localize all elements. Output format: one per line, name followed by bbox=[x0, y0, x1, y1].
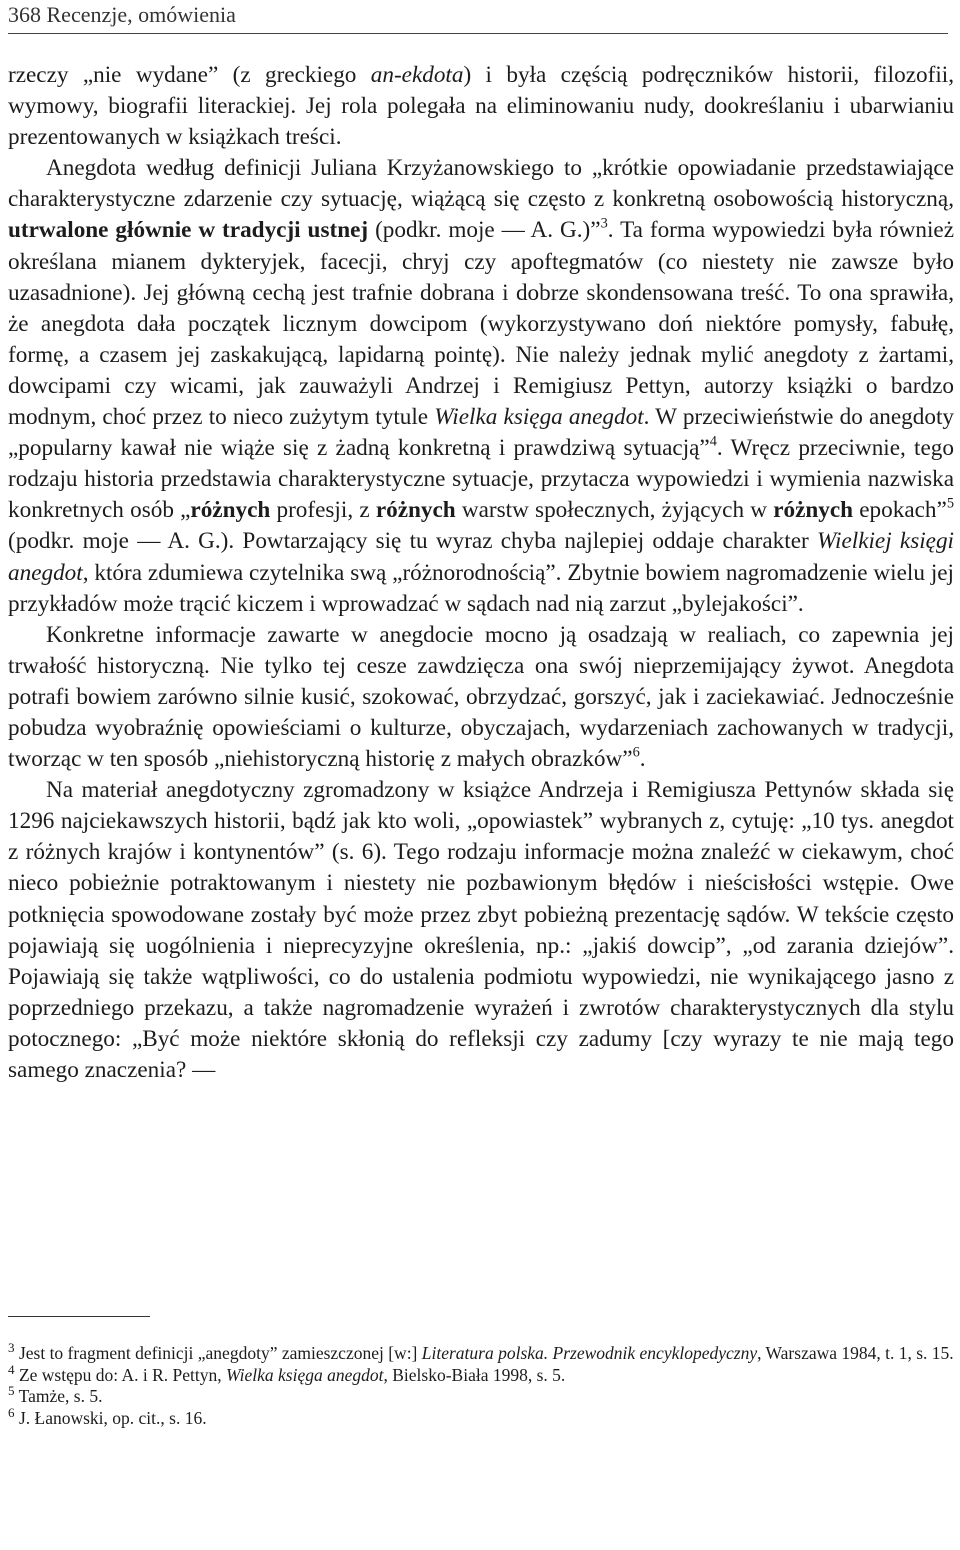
main-text bbox=[8, 60, 954, 1086]
text-run: (podkr. moje — A. G.)” bbox=[368, 217, 601, 244]
header-divider bbox=[8, 33, 948, 34]
paragraph-1 bbox=[8, 60, 954, 153]
text-run: , Warszawa 1984, t. 1, s. 15. bbox=[757, 1343, 954, 1363]
bold-emphasis: utrwalone głównie w tradycji ustnej bbox=[8, 217, 369, 244]
footnotes bbox=[8, 1339, 954, 1429]
footnote-divider bbox=[8, 1316, 150, 1317]
footnote-ref-6[interactable]: 6 bbox=[632, 744, 640, 761]
book-title: Wielka księga anegdot bbox=[226, 1364, 384, 1385]
footnote-number: 6 bbox=[8, 1404, 15, 1420]
paragraph-3 bbox=[8, 620, 954, 775]
text-run: Ze wstępu do: A. i R. Pettyn, bbox=[18, 1364, 227, 1385]
paragraph-4 bbox=[8, 775, 954, 1086]
text-run: Na materiał anegdotyczny zgromadzony w książce Andrzeja i Remigiusza Pettynów składa się 1296 najciekawszych historii, bądź jak kto woli, „opowiastek” wybranych z, cytuję: „10 tys. anegdot z różnych krajów i kontynentów” (s. 6). Tego rodzaju informacje można znaleźć w ciekawym, choć nieco pobieżnie potraktowanym i niestety nie pozbawionym błędów i nieścisłości wstępie. Owe potknięcia spowodowane zostały być może przez zbyt pobieżną prezentację sądów. W tekście często pojawiają się uogólnienia i nieprecyzyjne określenia, np.: „jakiś dowcip”, „od zarania dziejów”. Pojawiają się także wątpliwości, co do ustalenia podmiotu wypowiedzi, nie wynikającego jasno z poprzedniego przekazu, a także nagromadzenie wyrażeń i zwrotów charakterystycznych dla stylu potocznego: „Być może niektóre skłonią do refleksji czy zadumy [czy wyrazy te nie mają tego samego znaczenia? — bbox=[8, 777, 954, 1083]
text-run: ) i była częścią podręczników historii, filozofii, wymowy, biografii literackiej. Jej rola polegała na eliminowaniu nudy, dookreślaniu i ubarwianiu prezentowanych w książkach treści. bbox=[8, 62, 954, 151]
book-title: Wielka księga anegdot bbox=[434, 404, 644, 431]
book-title: Literatura polska. Przewodnik encyklopedyczny bbox=[421, 1343, 758, 1363]
text-run: J. Łanowski, op. cit., s. 16. bbox=[18, 1407, 207, 1428]
text-run: . Ta forma wypowiedzi była również określana mianem dykteryjek, facecji, chryj czy apoftegmatów (co niestety nie zawsze było uzasadnione). Jej główną cechą jest trafnie dobrana i dobrze skondensowana treść. To ona sprawiła, że anegdota dała początek licznym dowcipom (wykorzystywano doń niektóre pomysły, fabułę, formę, a czasem jej zaskakującą, lapidarną pointę). Nie należy jednak mylić anegdoty z żartami, dowcipami czy wicami, jak zauważyli Andrzej i Remigiusz Pettyn, autorzy książki o bardzo modnym, choć przez to nieco zużytym tytule bbox=[8, 217, 954, 431]
text-run: warstw społecznych, żyjących w bbox=[455, 497, 774, 524]
italic-term: an-ekdota bbox=[370, 62, 464, 88]
book-title: Wielkiej księgi anegdot bbox=[8, 528, 954, 586]
bold-emphasis: różnych bbox=[773, 497, 854, 524]
bold-emphasis: różnych bbox=[190, 497, 271, 524]
footnote-6 bbox=[8, 1404, 954, 1430]
footnote-number: 3 bbox=[8, 1339, 15, 1355]
text-run: . Wręcz przeciwnie, tego rodzaju historia przedstawia charakterystyczne sytuacje, przytacza wypowiedzi i wymienia nazwiska konkretnych osób „ bbox=[8, 435, 954, 524]
footnote-ref-4[interactable]: 4 bbox=[709, 433, 717, 450]
text-run: profesji, z bbox=[270, 497, 376, 524]
page-number: 368 bbox=[8, 2, 41, 27]
text-run: . bbox=[639, 746, 646, 773]
text-run: , która zdumiewa czytelnika swą „różnorodnością”. Zbytnie bowiem nagromadzenie wielu jej przykładów może trącić kiczem i wprowadzać w sądach nad nią zarzut „bylejakości”. bbox=[8, 559, 954, 617]
running-header bbox=[8, 2, 948, 28]
bold-emphasis: różnych bbox=[375, 497, 456, 524]
text-run: . W przeciwieństwie do anegdoty „popularny kawał nie wiąże się z żadną konkretną i prawdziwą sytuacją” bbox=[8, 404, 954, 462]
text-run: Jest to fragment definicji „anegdoty” zamieszczonej [w:] bbox=[18, 1343, 422, 1363]
footnote-number: 5 bbox=[8, 1382, 15, 1398]
footnote-number: 4 bbox=[8, 1361, 15, 1377]
text-run: Konkretne informacje zawarte w anegdocie mocno ją osadzają w realiach, co zapewnia jej trwałość historyczną. Nie tylko tej cesze zawdzięcza ona swój nieprzemijający żywot. Anegdota potrafi bowiem zarówno silnie kusić, szokować, obrzydzać, gorszyć, jak i zaciekawiać. Jednocześnie pobudza wyobraźnię opowieściami o kulturze, obyczajach, wydarzeniach zachowanych w tradycji, tworząc w ten sposób „niehistoryczną historię z małych obrazków” bbox=[8, 621, 954, 773]
text-run: (podkr. moje — A. G.). Powtarzający się tu wyraz chyba najlepiej oddaje charakter bbox=[8, 528, 817, 555]
footnote-5 bbox=[8, 1382, 954, 1408]
paragraph-2 bbox=[8, 153, 954, 619]
footnote-4 bbox=[8, 1361, 954, 1387]
footnote-ref-5[interactable]: 5 bbox=[946, 495, 954, 512]
running-title: Recenzje, omówienia bbox=[46, 2, 236, 27]
text-run: Anegdota według definicji Juliana Krzyżanowskiego to „krótkie opowiadanie przedstawiające charakterystyczne zdarzenie czy sytuację, wiążącą się często z konkretną osobowością historyczną, bbox=[8, 155, 954, 213]
footnote-3 bbox=[8, 1339, 954, 1365]
text-run: epokach” bbox=[853, 497, 947, 524]
text-run: Tamże, s. 5. bbox=[18, 1386, 103, 1406]
text-run: , Bielsko-Biała 1998, s. 5. bbox=[383, 1364, 566, 1385]
footnote-ref-3[interactable]: 3 bbox=[600, 216, 608, 233]
text-run: rzeczy „nie wydane” (z greckiego bbox=[8, 62, 371, 88]
